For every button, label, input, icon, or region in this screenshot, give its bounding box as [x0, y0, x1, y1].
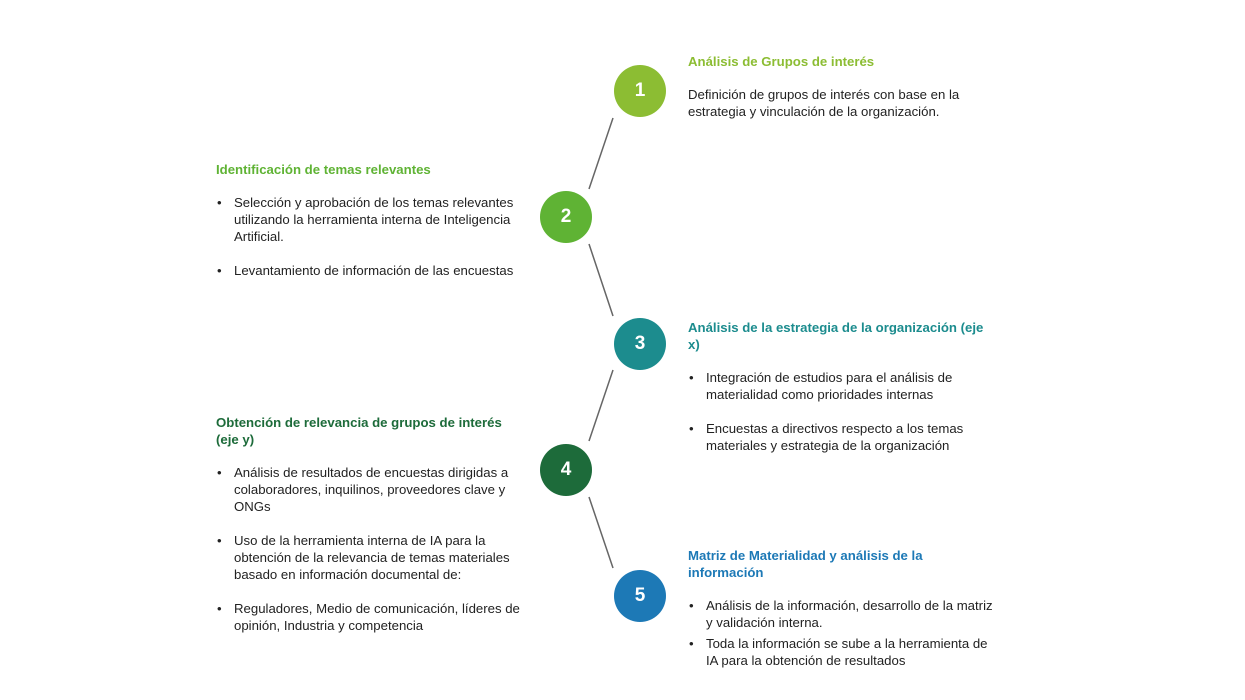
- step-2-block: [216, 161, 526, 279]
- step-5-node: [614, 570, 666, 622]
- step-5-block: [688, 547, 998, 669]
- step-1-node: [614, 65, 666, 117]
- step-4-block: [216, 414, 526, 634]
- step-4-node: [540, 444, 592, 496]
- step-1-description: Definición de grupos de interés con base en la estrategia y vinculación de la organización.: [688, 87, 960, 119]
- step-4-bullet-3: • Reguladores, Medio de comunicación, líderes de opinión, Industria y competencia: [216, 600, 526, 634]
- step-3-list: [688, 369, 988, 454]
- step-3-node: [614, 318, 666, 370]
- step-4-bullet-1: • Análisis de resultados de encuestas dirigidas a colaboradores, inquilinos, proveedores clave y ONGs: [216, 464, 526, 515]
- step-2-node: [540, 191, 592, 243]
- step-5-bullet-1: • Análisis de la información, desarrollo de la matriz y validación interna.: [688, 597, 998, 631]
- connector-2-3: [589, 244, 613, 316]
- step-4-list: [216, 464, 526, 634]
- step-4-number: 4: [560, 459, 572, 480]
- step-1-number: 1: [634, 80, 646, 101]
- step-3-bullet-2: • Encuestas a directivos respecto a los temas materiales y estrategia de la organización: [688, 420, 988, 454]
- step-5-number: 5: [634, 585, 646, 606]
- step-5-bullet-2: • Toda la información se sube a la herramienta de IA para la obtención de resultados: [688, 635, 998, 669]
- step-2-bullet-2: • Levantamiento de información de las encuestas: [216, 262, 526, 279]
- step-2-title: Identificación de temas relevantes: [216, 162, 431, 177]
- step-2-number: 2: [560, 206, 572, 227]
- step-3-bullet-1: • Integración de estudios para el análisis de materialidad como prioridades internas: [688, 369, 988, 403]
- step-5-title: Matriz de Materialidad y análisis de la información: [688, 548, 923, 580]
- step-4-bullet-2: • Uso de la herramienta interna de IA para la obtención de la relevancia de temas materiales basado en información documental de:: [216, 532, 526, 583]
- step-2-bullet-1: • Selección y aprobación de los temas relevantes utilizando la herramienta interna de Inteligencia Artificial.: [216, 194, 526, 245]
- step-4-title: Obtención de relevancia de grupos de interés (eje y): [216, 415, 502, 447]
- connector-1-2: [589, 118, 613, 189]
- step-3-block: [688, 319, 988, 454]
- step-5-list: [688, 597, 998, 669]
- step-2-list: [216, 194, 526, 279]
- connector-3-4: [589, 370, 613, 441]
- connector-4-5: [589, 497, 613, 568]
- step-1-block: [688, 53, 1018, 120]
- step-1-title: Análisis de Grupos de interés: [688, 54, 875, 69]
- step-3-number: 3: [634, 333, 646, 354]
- step-3-title: Análisis de la estrategia de la organización (eje x): [688, 320, 984, 352]
